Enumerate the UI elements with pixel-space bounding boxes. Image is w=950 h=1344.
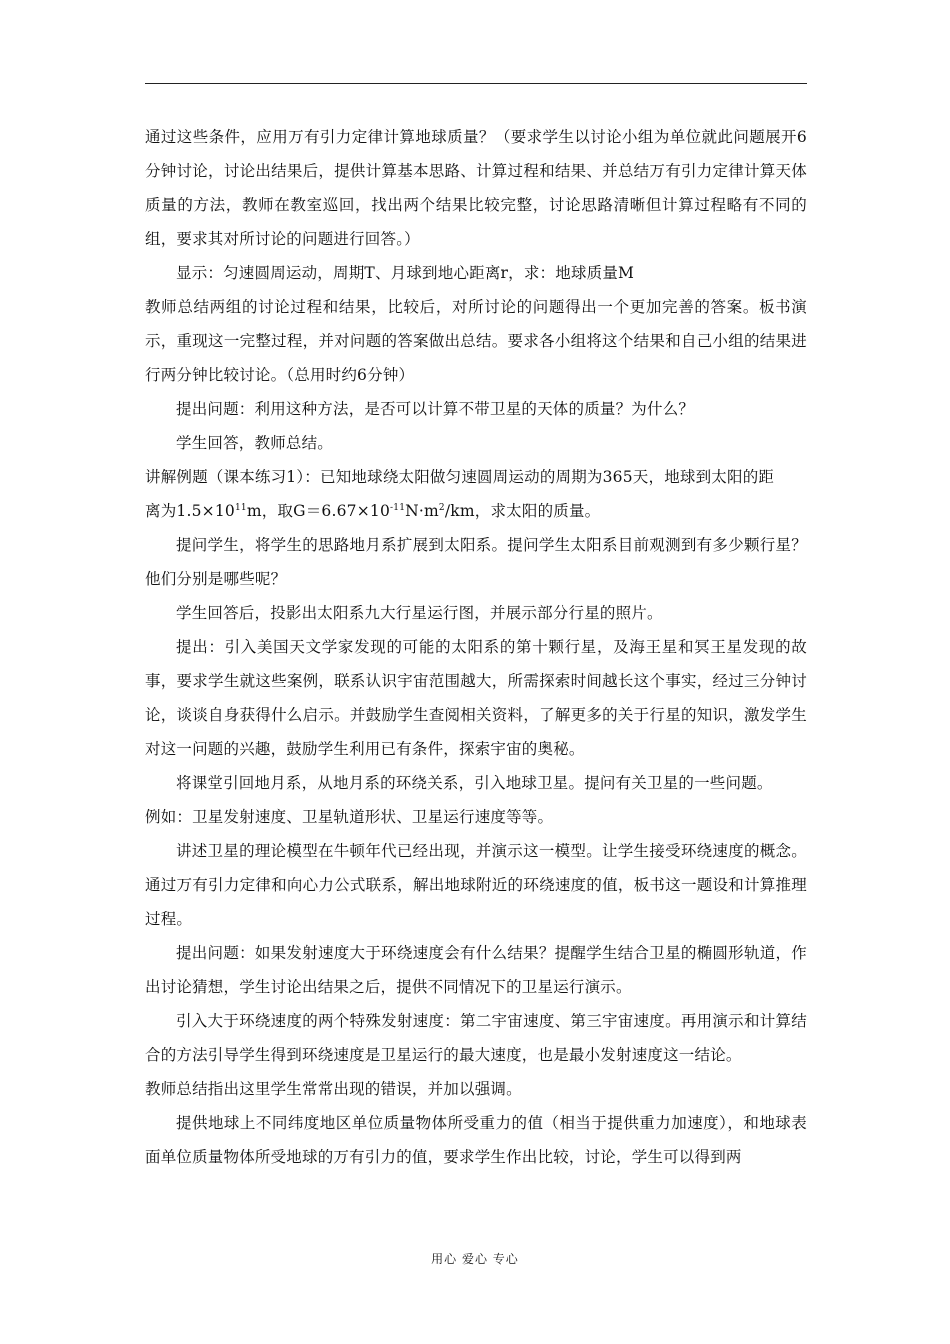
text-run: 离为1.5×10 xyxy=(145,502,235,520)
paragraph: 提出问题：如果发射速度大于环绕速度会有什么结果？提醒学生结合卫星的椭圆形轨道，作出讨论猜想，学生讨论出结果之后，提供不同情况下的卫星运行演示。 xyxy=(145,944,807,996)
paragraph: 例如：卫星发射速度、卫星轨道形状、卫星运行速度等等。 xyxy=(145,808,554,826)
exponent: 11 xyxy=(234,503,247,513)
text-run: /km，求太阳的质量。 xyxy=(444,502,601,520)
exponent: 2 xyxy=(438,503,445,513)
paragraph: 讲述卫星的理论模型在牛顿年代已经出现，并演示这一模型。让学生接受环绕速度的概念。通过万有引力定律和向心力公式联系，解出地球附近的环绕速度的值，板书这一题设和计算推理过程。 xyxy=(145,842,807,928)
paragraph: 教师总结指出这里学生常常出现的错误，并加以强调。 xyxy=(145,1080,522,1098)
page-footer: 用心 爱心 专心 xyxy=(431,1252,519,1266)
paragraph: 提出问题：利用这种方法，是否可以计算不带卫星的天体的质量？为什么？ xyxy=(176,400,695,418)
paragraph: 提问学生，将学生的思路地月系扩展到太阳系。提问学生太阳系目前观测到有多少颗行星？他们分别是哪些呢？ xyxy=(145,536,807,588)
paragraph: 提供地球上不同纬度地区单位质量物体所受重力的值（相当于提供重力加速度），和地球表面单位质量物体所受地球的万有引力的值，要求学生作出比较，讨论，学生可以得到两 xyxy=(145,1114,807,1166)
paragraph: 学生回答后，投影出太阳系九大行星运行图，并展示部分行星的照片。 xyxy=(176,604,663,622)
header-rule xyxy=(145,83,807,84)
example-formula-line xyxy=(145,494,807,528)
paragraph: 通过这些条件，应用万有引力定律计算地球质量？（要求学生以讨论小组为单位就此问题展开6分钟讨论，讨论出结果后，提供计算基本思路、计算过程和结果、并总结万有引力定律计算天体质量的方法，教师在教室巡回，找出两个结果比较完整，讨论思路清晰但计算过程略有不同的组，要求其对所讨论的问题进行回答。） xyxy=(145,128,807,248)
paragraph: 将课堂引回地月系，从地月系的环绕关系，引入地球卫星。提问有关卫星的一些问题。 xyxy=(176,774,773,792)
paragraph: 显示：匀速圆周运动，周期T、月球到地心距离r，求：地球质量M xyxy=(176,264,635,282)
paragraph: 引入大于环绕速度的两个特殊发射速度：第二宇宙速度、第三宇宙速度。再用演示和计算结合的方法引导学生得到环绕速度是卫星运行的最大速度，也是最小发射速度这一结论。 xyxy=(145,1012,807,1064)
body-text xyxy=(145,120,807,1174)
exponent: -11 xyxy=(390,503,406,513)
paragraph: 学生回答，教师总结。 xyxy=(176,434,334,452)
paragraph: 提出：引入美国天文学家发现的可能的太阳系的第十颗行星，及海王星和冥王星发现的故事，要求学生就这些案例，联系认识宇宙范围越大，所需探索时间越长这个事实，经过三分钟讨论，谈谈自身获得什么启示。并鼓励学生查阅相关资料，了解更多的关于行星的知识，激发学生对这一问题的兴趣，鼓励学生利用已有条件，探索宇宙的奥秘。 xyxy=(145,638,807,758)
text-run: N·m xyxy=(405,502,439,520)
paragraph: 讲解例题（课本练习1）：已知地球绕太阳做匀速圆周运动的周期为365天，地球到太阳的距 xyxy=(145,468,775,486)
text-run: m，取G＝6.67×10 xyxy=(246,502,391,520)
paragraph: 教师总结两组的讨论过程和结果，比较后，对所讨论的问题得出一个更加完善的答案。板书演示，重现这一完整过程，并对问题的答案做出总结。要求各小组将这个结果和自己小组的结果进行两分钟比较讨论。（总用时约6分钟） xyxy=(145,298,807,384)
